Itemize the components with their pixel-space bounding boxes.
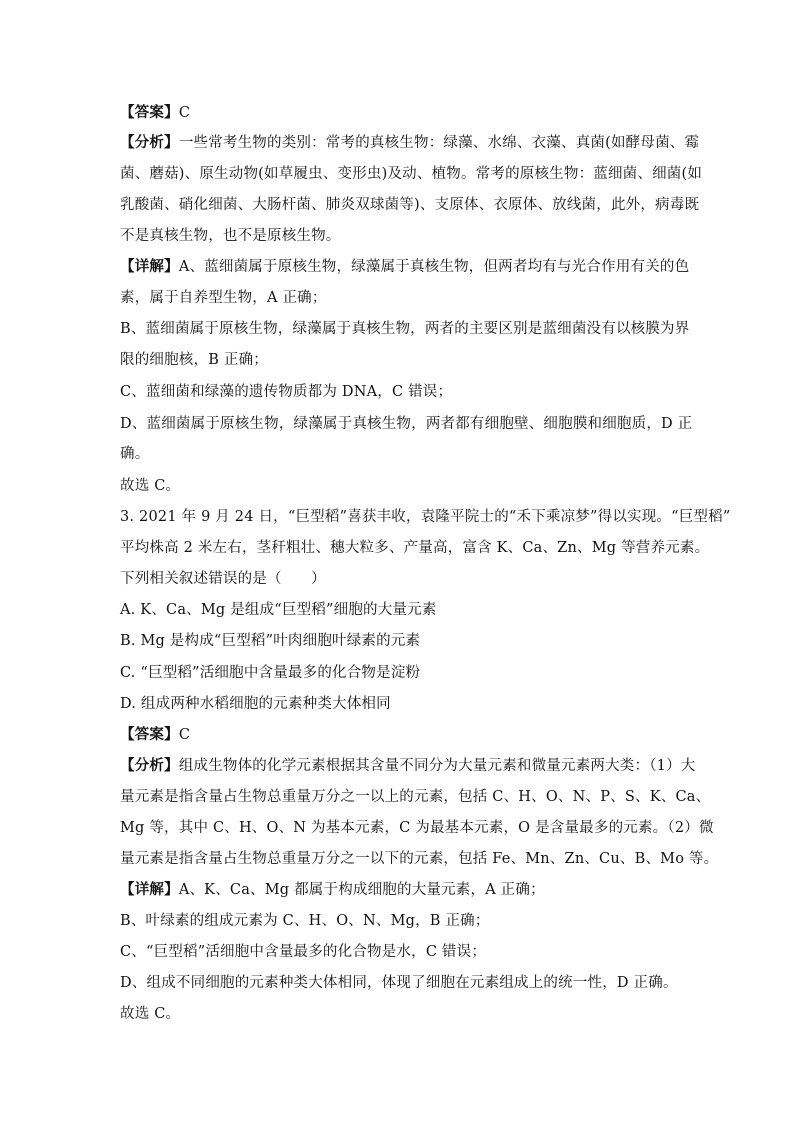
q2-analysis-line-2: 菌、蘑菇)、原生动物(如草履虫、变形虫)及动、植物。常考的原核生物：蓝细菌、细菌(如 bbox=[120, 166, 703, 182]
detail-text: A、K、Ca、Mg 都属于构成细胞的大量元素，A 正确； bbox=[178, 882, 545, 898]
answer-tag: 【答案】 bbox=[120, 105, 179, 121]
answer-value: C bbox=[178, 105, 191, 121]
analysis-text: 一些常考生物的类别：常考的真核生物：绿藻、水绵、衣藻、真菌(如酵母菌、霉 bbox=[178, 135, 700, 151]
q2-conclusion: 故选 C。 bbox=[120, 478, 181, 494]
q2-detail-line-6: D、蓝细菌属于原核生物，绿藻属于真核生物，两者都有细胞壁、细胞膜和细胞质，D 正 bbox=[120, 416, 693, 432]
q2-analysis-line-3: 乳酸菌、硝化细菌、大肠杆菌、肺炎双球菌等)、支原体、衣原体、放线菌，此外，病毒既 bbox=[120, 197, 700, 213]
q2-detail-line-1 bbox=[120, 257, 690, 277]
analysis-tag: 【分析】 bbox=[120, 135, 179, 151]
q3-stem-line-1: 3. 2021 年 9 月 24 日，“巨型稻”喜获丰收，袁隆平院士的“禾下乘凉梦”得以实现。“巨型稻” bbox=[120, 509, 731, 525]
detail-text: A、蓝细菌属于原核生物，绿藻属于真核生物，但两者均有与光合作用有关的色 bbox=[178, 259, 690, 275]
q3-analysis-line-3: Mg 等，其中 C、H、O、N 为基本元素，C 为最基本元素，O 是含量最多的元素。（2）微 bbox=[120, 820, 714, 836]
q3-detail-line-1 bbox=[120, 880, 676, 900]
q3-option-a: A. K、Ca、Mg 是组成“巨型稻”细胞的大量元素 bbox=[120, 602, 437, 618]
q3-detail-line-2: B、叶绿素的组成元素为 C、H、O、N、Mg，B 正确； bbox=[120, 913, 490, 929]
q3-detail-line-4: D、组成不同细胞的元素种类大体相同，体现了细胞在元素组成上的统一性，D 正确。 bbox=[120, 975, 678, 991]
answer-tag: 【答案】 bbox=[120, 727, 179, 743]
q3-analysis-line-2: 量元素是指含量占生物总重量万分之一以上的元素，包括 C、H、O、N、P、S、K、Ca、 bbox=[120, 789, 711, 805]
detail-tag: 【详解】 bbox=[120, 882, 179, 898]
q3-analysis-line-4: 量元素是指含量占生物总重量万分之一以下的元素，包括 Fe、Mn、Zn、Cu、B、Mo 等。 bbox=[120, 851, 719, 867]
q3-answer-line bbox=[120, 725, 676, 745]
analysis-text: 组成生物体的化学元素根据其含量不同分为大量元素和微量元素两大类：（1）大 bbox=[178, 758, 696, 774]
q3-option-c: C. “巨型稻”活细胞中含量最多的化合物是淀粉 bbox=[120, 665, 421, 681]
q2-detail-line-2: 素，属于自养型生物，A 正确； bbox=[120, 290, 327, 306]
q2-answer-line bbox=[120, 103, 676, 123]
detail-tag: 【详解】 bbox=[120, 259, 179, 275]
q2-detail-line-7: 确。 bbox=[120, 446, 150, 462]
q2-detail-line-5: C、蓝细菌和绿藻的遗传物质都为 DNA，C 错误； bbox=[120, 384, 453, 400]
q3-detail-line-3: C、“巨型稻”活细胞中含量最多的化合物是水，C 错误； bbox=[120, 944, 487, 960]
answer-value: C bbox=[178, 727, 191, 743]
analysis-tag: 【分析】 bbox=[120, 758, 179, 774]
q3-option-d: D. 组成两种水稻细胞的元素种类大体相同 bbox=[120, 696, 391, 712]
q3-conclusion: 故选 C。 bbox=[120, 1006, 181, 1022]
q2-analysis-line-4: 不是真核生物，也不是原核生物。 bbox=[120, 228, 341, 244]
q3-stem-line-2: 平均株高 2 米左右，茎秆粗壮、穗大粒多、产量高，富含 K、Ca、Zn、Mg 等营养元素。 bbox=[120, 540, 710, 556]
q3-analysis-line-1 bbox=[120, 756, 696, 776]
q2-detail-line-4: 限的细胞核，B 正确； bbox=[120, 352, 268, 368]
q3-option-b: B. Mg 是构成“巨型稻”叶肉细胞叶绿素的元素 bbox=[120, 633, 421, 649]
q3-stem-line-3: 下列相关叙述错误的是（ ） bbox=[120, 571, 326, 587]
q2-detail-line-3: B、蓝细菌属于原核生物，绿藻属于真核生物，两者的主要区别是蓝细菌没有以核膜为界 bbox=[120, 321, 690, 337]
q2-analysis-line-1 bbox=[120, 133, 700, 153]
